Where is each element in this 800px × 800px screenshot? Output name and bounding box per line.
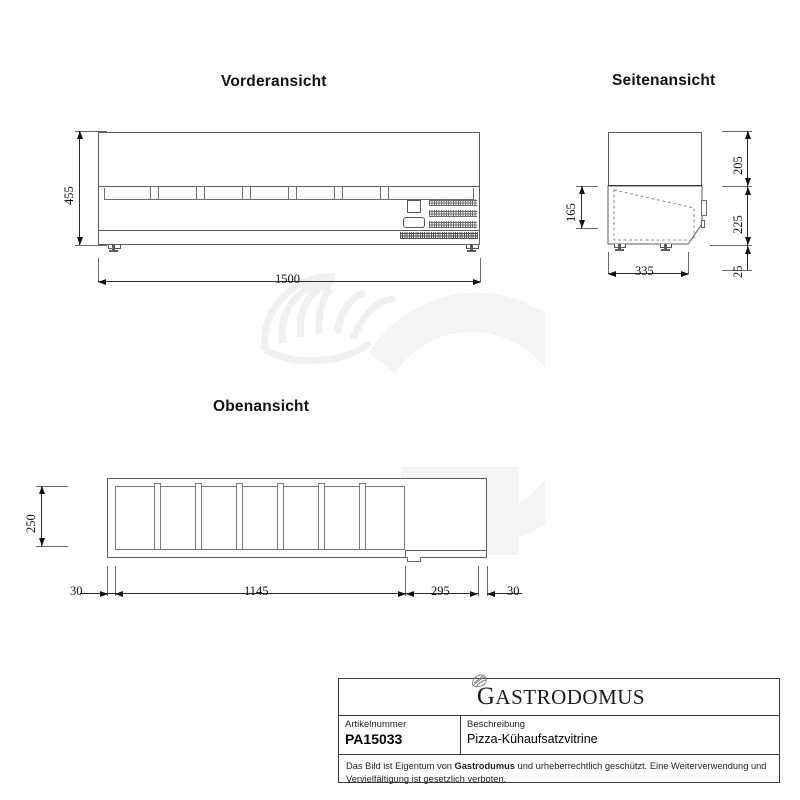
logo-text: ASTRODOMUS <box>495 685 646 709</box>
side-handle-tab-lower <box>701 220 705 228</box>
front-height-arrow-top <box>77 131 83 139</box>
side-205-arrow-bottom <box>745 178 751 186</box>
top-drain-tab <box>407 557 421 562</box>
front-height-value: 455 <box>62 186 76 205</box>
top-depth-arrow-bottom <box>39 538 45 546</box>
top-unit-section-value: 295 <box>431 584 450 598</box>
side-205-value: 205 <box>731 156 745 175</box>
front-pan-divider <box>150 186 159 200</box>
top-pan-fin <box>318 483 325 550</box>
side-foot-left-pad <box>615 249 624 251</box>
side-205-arrow-top <box>745 131 751 139</box>
side-165-arrow-bottom <box>579 220 585 228</box>
top-depth-value: 250 <box>24 514 38 533</box>
article-number-label: Artikelnummer <box>345 719 407 730</box>
gastrodomus-logo <box>473 683 645 711</box>
side-25-value: 25 <box>731 265 745 278</box>
top-right-margin-value: 30 <box>507 584 520 598</box>
title-block <box>338 678 780 783</box>
side-depth-arrow-right <box>681 271 689 277</box>
top-left-margin-value: 30 <box>70 584 83 598</box>
side-view <box>540 0 800 300</box>
control-display-button[interactable] <box>407 200 421 213</box>
top-depth-dimline <box>41 486 42 546</box>
article-number-cell <box>339 716 461 754</box>
copyright-post: und urheberrechtlich geschützt. Eine Weiterverwendung und Vervielfältigung ist gesetzlich verboten. <box>346 761 767 784</box>
front-width-arrow-right <box>473 279 481 285</box>
front-width-arrow-left <box>98 279 106 285</box>
front-height-dimline <box>79 131 80 245</box>
top-compartment-side <box>405 550 406 558</box>
top-pan-fin <box>359 483 366 550</box>
top-compartment-edge <box>405 550 487 551</box>
front-foot-left-pad <box>109 250 118 252</box>
side-depth-value: 335 <box>635 264 654 278</box>
front-pan-divider <box>242 186 251 200</box>
front-plinth-divider <box>98 230 480 231</box>
front-height-ext-bottom <box>75 245 107 246</box>
side-tank-dashed <box>608 186 704 248</box>
front-pan-divider <box>334 186 343 200</box>
front-width-value: 1500 <box>275 272 300 286</box>
title-block-fields <box>339 716 779 755</box>
vent-grille-lower <box>400 232 478 239</box>
front-view <box>0 0 520 300</box>
top-30-right-arrow <box>487 591 495 597</box>
front-view-title: Vorderansicht <box>221 73 327 90</box>
front-pan-divider <box>288 186 297 200</box>
title-block-logo-row <box>339 679 779 716</box>
front-pan-divider <box>380 186 389 200</box>
vent-grille <box>429 210 477 217</box>
top-1145-arrow-left <box>115 591 123 597</box>
front-pan-divider <box>196 186 205 200</box>
side-165-arrow-top <box>579 186 585 194</box>
description-value: Pizza-Kühaufsatzvitrine <box>467 732 598 746</box>
side-225-arrow-bottom <box>745 237 751 245</box>
side-depth-arrow-left <box>608 271 616 277</box>
article-number-value: PA15033 <box>345 731 403 747</box>
vent-grille <box>429 221 477 228</box>
top-pan-fin <box>154 483 161 550</box>
top-depth-ext-bottom <box>36 546 68 547</box>
side-225-arrow-top <box>745 187 751 195</box>
top-depth-arrow-top <box>39 486 45 494</box>
side-165-ext-bottom <box>576 228 598 229</box>
copyright-brand: Gastrodumus <box>454 761 515 771</box>
side-25-arrow-top <box>745 246 751 254</box>
vent-grille <box>429 199 477 206</box>
top-30-left-dimline <box>80 593 115 594</box>
side-hood-outline <box>608 132 702 186</box>
logo-initial: G <box>476 683 496 710</box>
top-pan-fin <box>236 483 243 550</box>
leaf-icon <box>471 674 488 689</box>
copyright-notice <box>339 755 779 790</box>
front-foot-right-pad <box>467 250 476 252</box>
top-view <box>0 380 560 640</box>
top-pan-section-value: 1145 <box>244 584 269 598</box>
top-pan-fin <box>277 483 284 550</box>
side-225-value: 225 <box>731 215 745 234</box>
top-295-arrow-right <box>470 591 478 597</box>
description-label: Beschreibung <box>467 719 526 730</box>
side-handle-tab-upper <box>701 200 707 216</box>
top-pan-fin <box>195 483 202 550</box>
side-foot-right-pad <box>661 249 670 251</box>
top-295-arrow-left <box>406 591 414 597</box>
control-switch-button[interactable] <box>403 217 425 228</box>
front-height-arrow-bottom <box>77 237 83 245</box>
top-30-left-arrow <box>100 591 108 597</box>
top-dim-ext-d <box>478 566 479 596</box>
description-cell <box>461 716 779 754</box>
side-165-value: 165 <box>564 203 578 222</box>
side-view-title: Seitenansicht <box>612 72 716 89</box>
copyright-pre: Das Bild ist Eigentum von <box>346 761 455 771</box>
top-view-title: Obenansicht <box>213 398 310 415</box>
